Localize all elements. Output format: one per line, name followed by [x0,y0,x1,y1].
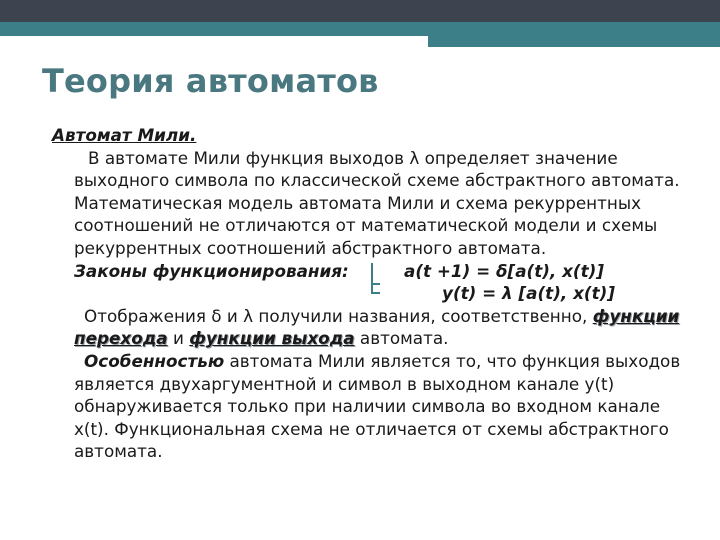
term-output-function: функции выхода [189,328,355,349]
feature-text: автомата Мили является то, что функция выходов является двухаргументной и символ в выходном канале y(t) обнаруживается только при наличии символа во входном канале x(t). Функциональная схема не отличается от схемы абстрактного автомата. [74,350,681,462]
slide-title: Теория автоматов [42,62,379,100]
feature-label: Особенностью [84,350,225,371]
formula-bracket-bottom [371,278,380,294]
mappings-outro: автомата. [354,328,449,349]
subheading: Автомат Мили. [52,125,197,145]
laws-row-2 [74,282,682,305]
mappings-intro: Отображения δ и λ получили названия, соответственно, [84,305,588,326]
formula-output: y(t) = λ [a(t), x(t)] [442,283,615,304]
right-accent-strip [428,36,720,47]
laws-label: Законы функционирования: [74,260,349,281]
slide-body [52,124,682,463]
paragraph-feature [74,350,682,463]
mappings-connector: и [167,328,190,349]
paragraph-mappings [74,305,682,350]
formula-transition: a(t +1) = δ[a(t), x(t)] [404,260,604,281]
term-transition-function: функции перехода [74,305,680,349]
paragraph-definition: В автомате Мили функция выходов λ определяет значение выходного символа по классической схеме абстрактного автомата. Математическая модель автомата Мили и схема рекуррентных соотношений не отличаются от математической модели и схемы рекуррентных соотношений абстрактного автомата. [74,147,680,258]
top-accent-bar [0,22,720,36]
top-dark-bar [0,0,720,22]
